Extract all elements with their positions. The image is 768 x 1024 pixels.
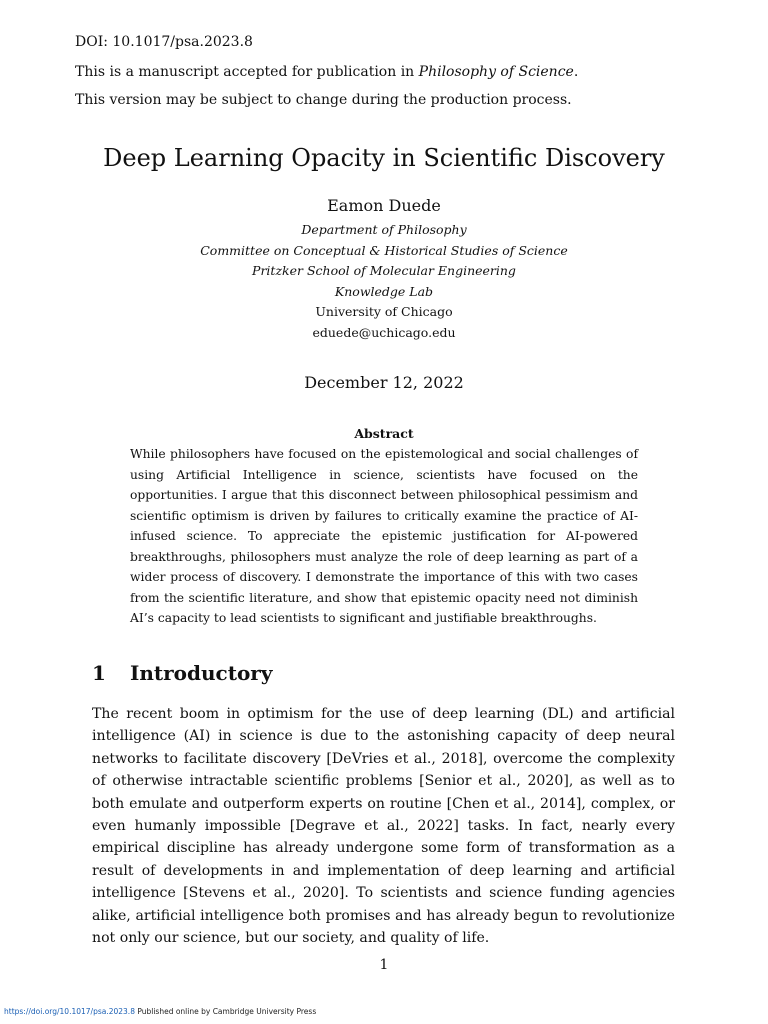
footer-publisher-text: Published online by Cambridge University Press <box>134 1007 317 1016</box>
footer-line <box>4 1007 316 1016</box>
footer-doi-link[interactable]: https://doi.org/10.1017/psa.2023.8 <box>4 1007 135 1016</box>
abstract-heading: Abstract <box>354 426 414 441</box>
affiliation-department: Department of Philosophy <box>301 222 467 237</box>
manuscript-note-prefix: This is a manuscript accepted for publication in <box>75 64 419 80</box>
doi-line: DOI: 10.1017/psa.2023.8 <box>75 34 253 50</box>
author-email[interactable]: eduede@uchicago.edu <box>312 324 456 340</box>
section-title: Introductory <box>130 661 273 685</box>
author-name: Eamon Duede <box>327 196 441 215</box>
affiliation-university: University of Chicago <box>315 304 453 319</box>
page-number: 1 <box>379 957 389 973</box>
paper-date: December 12, 2022 <box>304 373 464 392</box>
affiliation-pritzker: Pritzker School of Molecular Engineering <box>252 263 516 278</box>
abstract-text: While philosophers have focused on the epistemological and social challenges of using Artificial Intelligence in science, scientists have focused on the opportunities. I argue that this disconnect between philosophical pessimism and scientific optimism is driven by failures to critically examine the practice of AI-infused science. To appreciate the epistemic justification for AI-powered breakthroughs, philosophers must analyze the role of deep learning as part of a wider process of discovery. I demonstrate the importance of this with two cases from the scientific literature, and show that epistemic opacity need not diminish AI’s capacity to lead scientists to significant and justifiable breakthroughs. <box>130 447 638 625</box>
section-heading <box>92 661 272 685</box>
section-number: 1 <box>92 661 106 685</box>
introduction-paragraph: The recent boom in optimism for the use of deep learning (DL) and artificial intelligence (AI) in science is due to the astonishing capacity of deep neural networks to facilitate discovery [DeVries et al., 2018], overcome the complexity of otherwise intractable scientific problems [Senior et al., 2020], as well as to both emulate and outperform experts on routine [Chen et al., 2014], complex, or even humanly impossible [Degrave et al., 2022] tasks. In fact, nearly every empirical discipline has already undergone some form of transformation as a result of developments in and implementation of deep learning and artificial intelligence [Stevens et al., 2020]. To scientists and science funding agencies alike, artificial intelligence both promises and has already begun to revolutionize not only our science, but our society, and quality of life. <box>92 706 675 947</box>
affiliation-knowledge-lab: Knowledge Lab <box>334 283 434 299</box>
version-note: This version may be subject to change during the production process. <box>75 92 572 108</box>
affiliation-committee: Committee on Conceptual & Historical Studies of Science <box>200 242 568 258</box>
manuscript-note-suffix: . <box>573 64 579 80</box>
paper-title: Deep Learning Opacity in Scientific Discovery <box>103 144 665 172</box>
author-block <box>0 196 768 343</box>
manuscript-note <box>75 64 578 80</box>
journal-name: Philosophy of Science <box>418 64 574 80</box>
